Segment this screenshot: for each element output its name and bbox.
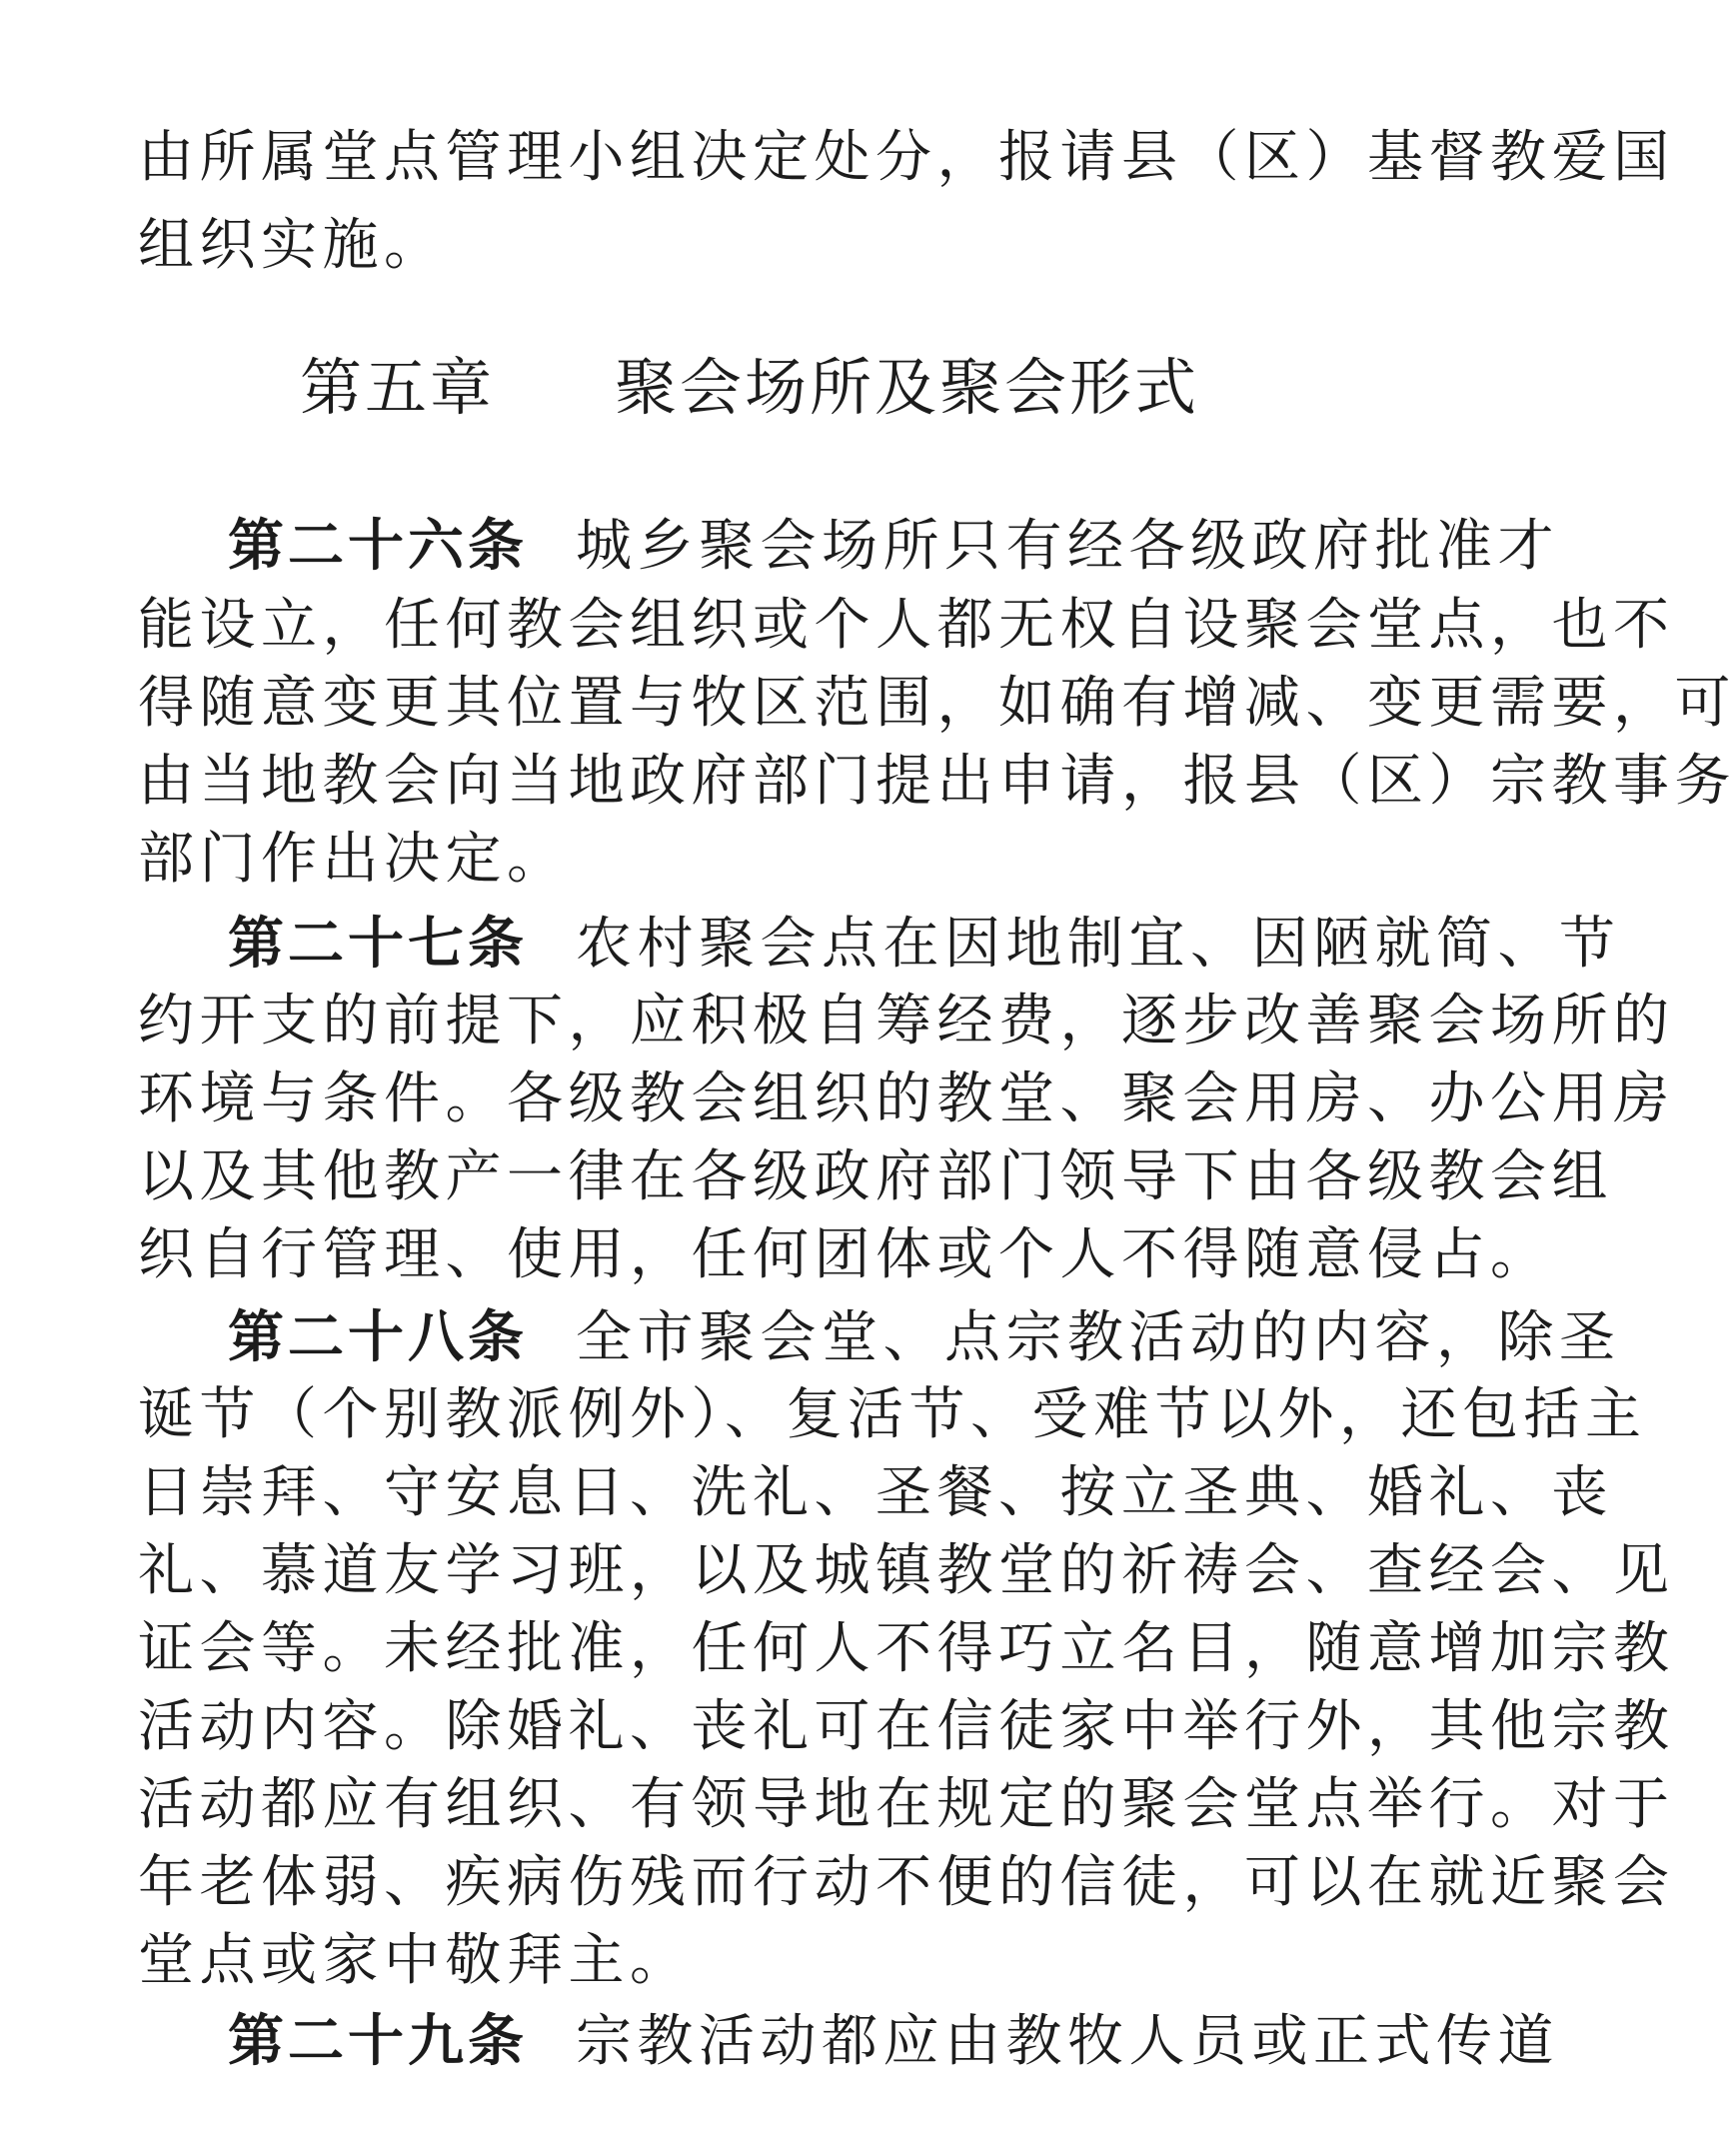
article-29-number: 第二十九条 bbox=[228, 2008, 528, 2074]
article-26-line: 部门作出决定。 bbox=[138, 827, 569, 892]
article-28-line: 礼、慕道友学习班，以及城镇教堂的祈祷会、查经会、见 bbox=[138, 1538, 1675, 1603]
article-27-line: 约开支的前提下，应积极自筹经费，逐步改善聚会场所的 bbox=[138, 989, 1675, 1054]
article-26-line: 得随意变更其位置与牧区范围，如确有增减、变更需要，可 bbox=[138, 671, 1736, 736]
article-27-line: 环境与条件。各级教会组织的教堂、聚会用房、办公用房 bbox=[138, 1067, 1675, 1131]
article-27-first-line bbox=[228, 908, 1621, 981]
article-27-line: 以及其他教产一律在各级政府部门领导下由各级教会组 bbox=[138, 1144, 1613, 1209]
chapter-title: 聚会场所及聚会形式 bbox=[615, 351, 1200, 424]
article-28-first-line bbox=[228, 1301, 1621, 1374]
article-26-line: 由当地教会向当地政府部门提出申请，报县（区）宗教事务 bbox=[138, 749, 1736, 814]
article-29-text: 宗教活动都应由教牧人员或正式传道 bbox=[576, 2009, 1559, 2074]
continuation-line-2: 组织实施。 bbox=[138, 213, 446, 278]
article-27-line: 织自行管理、使用，任何团体或个人不得随意侵占。 bbox=[138, 1222, 1552, 1287]
article-26-first-line bbox=[228, 510, 1559, 583]
article-26-text: 城乡聚会场所只有经各级政府批准才 bbox=[576, 514, 1559, 579]
article-26-line: 能设立，任何教会组织或个人都无权自设聚会堂点，也不 bbox=[138, 593, 1675, 658]
article-28-number: 第二十八条 bbox=[228, 1304, 528, 1370]
article-28-line: 年老体弱、疾病伤残而行动不便的信徒，可以在就近聚会 bbox=[138, 1850, 1675, 1915]
article-28-line: 诞节（个别教派例外）、复活节、受难节以外，还包括主 bbox=[138, 1382, 1647, 1447]
article-27-number: 第二十七条 bbox=[228, 911, 528, 977]
continuation-line-1: 由所属堂点管理小组决定处分，报请县（区）基督教爱国 bbox=[138, 125, 1675, 190]
article-28-text: 全市聚会堂、点宗教活动的内容，除圣 bbox=[576, 1305, 1621, 1370]
article-27-text: 农村聚会点在因地制宜、因陋就简、节 bbox=[576, 912, 1621, 977]
article-28-line: 证会等。未经批准，任何人不得巧立名目，随意增加宗教 bbox=[138, 1616, 1675, 1681]
article-26-number: 第二十六条 bbox=[228, 513, 528, 579]
chapter-number: 第五章 bbox=[299, 351, 495, 424]
article-28-line: 活动都应有组织、有领导地在规定的聚会堂点举行。对于 bbox=[138, 1772, 1675, 1837]
chapter-heading bbox=[0, 348, 1499, 428]
article-29-first-line bbox=[228, 2005, 1559, 2078]
article-28-line: 活动内容。除婚礼、丧礼可在信徒家中举行外，其他宗教 bbox=[138, 1694, 1675, 1759]
article-28-line: 日崇拜、守安息日、洗礼、圣餐、按立圣典、婚礼、丧 bbox=[138, 1460, 1613, 1525]
article-28-line: 堂点或家中敬拜主。 bbox=[138, 1928, 692, 1993]
